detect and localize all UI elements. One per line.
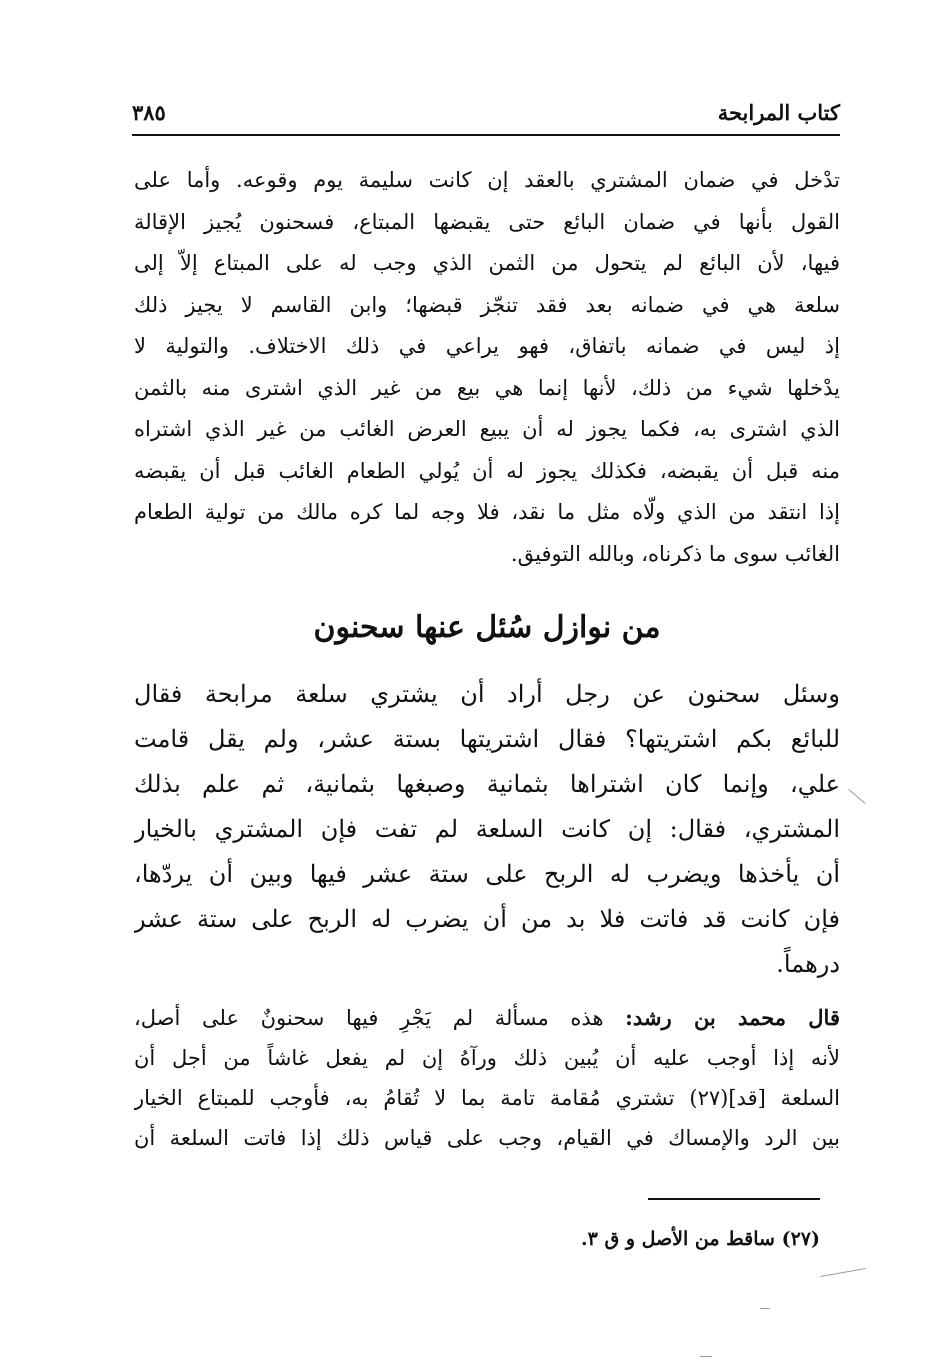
running-header <box>132 100 840 130</box>
text-line: فيها، لأن البائع لم يتحول من الثمن الذي وجب له على المبتاع إلاّ إلى <box>134 251 840 275</box>
text-line: المشتري، فقال: إن كانت السلعة لم تفت فإن المشتري بالخيار <box>134 815 840 843</box>
text-line <box>134 998 840 1038</box>
scan-speck <box>700 1356 712 1357</box>
text-line: القول بأنها في ضمان البائع حتى يقبضها المبتاع، فسحنون يُجيز الإقالة <box>134 209 840 234</box>
text-line: سلعة هي في ضمانه بعد فقد تنجّز قبضها؛ وابن القاسم لا يجيز ذلك <box>134 292 840 317</box>
text-line: السلعة [قد](٢٧) تشتري مُقامة تامة بما لا تُقامُ به، فأوجب للمبتاع الخيار <box>134 1086 840 1110</box>
commentary-lead: قال محمد بن رشد: <box>625 1005 840 1030</box>
footnote-rule <box>648 1198 820 1200</box>
text-line: منه قبل أن يقبضه، فكذلك يجوز له أن يُولي الطعام الغائب قبل أن يقبضه <box>134 458 840 483</box>
text-line: درهماً. <box>776 950 840 978</box>
text-line: علي، وإنما كان اشتراها بثمانية وصبغها بثمانية، ثم علم بذلك <box>134 770 840 798</box>
text-line: للبائع بكم اشتريتها؟ فقال اشتريتها بستة عشر، ولم يقل قامت <box>134 725 840 753</box>
text-line: إذا انتقد من الذي ولّاه مثل ما نقد، فلا وجه لما كره مالك من تولية الطعام <box>134 500 840 524</box>
page-number: ٣٨٥ <box>132 100 166 125</box>
text-line: إذ ليس في ضمانه باتفاق، فهو يراعي في ذلك الاختلاف. والتولية لا <box>134 334 840 358</box>
paragraph-3 <box>134 998 840 1158</box>
scan-speck <box>820 1268 865 1277</box>
text-line: الذي اشترى به، فكما يجوز له أن يبيع العرض الغائب من غير الذي اشتراه <box>134 417 840 441</box>
text-line: يدْخلها شيء من ذلك، لأنها إنما هي بيع من غير الذي اشترى منه بالثمن <box>134 375 840 400</box>
section-heading: من نوازل سُئل عنها سحنون <box>313 610 661 645</box>
text-line: تدْخل في ضمان المشتري بالعقد إن كانت سليمة يوم وقوعه. وأما على <box>134 168 840 192</box>
scan-speck <box>760 1308 770 1309</box>
paragraph-2 <box>134 672 840 987</box>
running-title: كتاب المرابحة <box>717 100 840 125</box>
text-line: فإن كانت قد فاتت فلا بد من أن يضرب له الربح على ستة عشر <box>134 905 840 933</box>
footnote: (٢٧) ساقط من الأصل و ق ٣. <box>581 1228 820 1250</box>
scan-speck <box>848 789 865 804</box>
text-line: وسئل سحنون عن رجل أراد أن يشتري سلعة مرابحة فقال <box>134 680 840 708</box>
commentary-first-line: هذه مسألة لم يَجْرِ فيها سحنونٌ على أصل، <box>134 1006 626 1030</box>
text-line: لأنه إذا أوجب عليه أن يُبين ذلك ورآهُ إن لم يفعل غاشاً من أجل أن <box>134 1046 840 1070</box>
text-line: أن يأخذها ويضرب له الربح على ستة عشر فيها وبين أن يردّها، <box>134 860 840 888</box>
text-line: بين الرد والإمساك في القيام، وجب على قياس ذلك إذا فاتت السلعة أن <box>134 1126 840 1150</box>
header-rule <box>132 134 840 136</box>
text-line: الغائب سوى ما ذكرناه، وبالله التوفيق. <box>510 541 840 566</box>
paragraph-1 <box>134 160 840 575</box>
